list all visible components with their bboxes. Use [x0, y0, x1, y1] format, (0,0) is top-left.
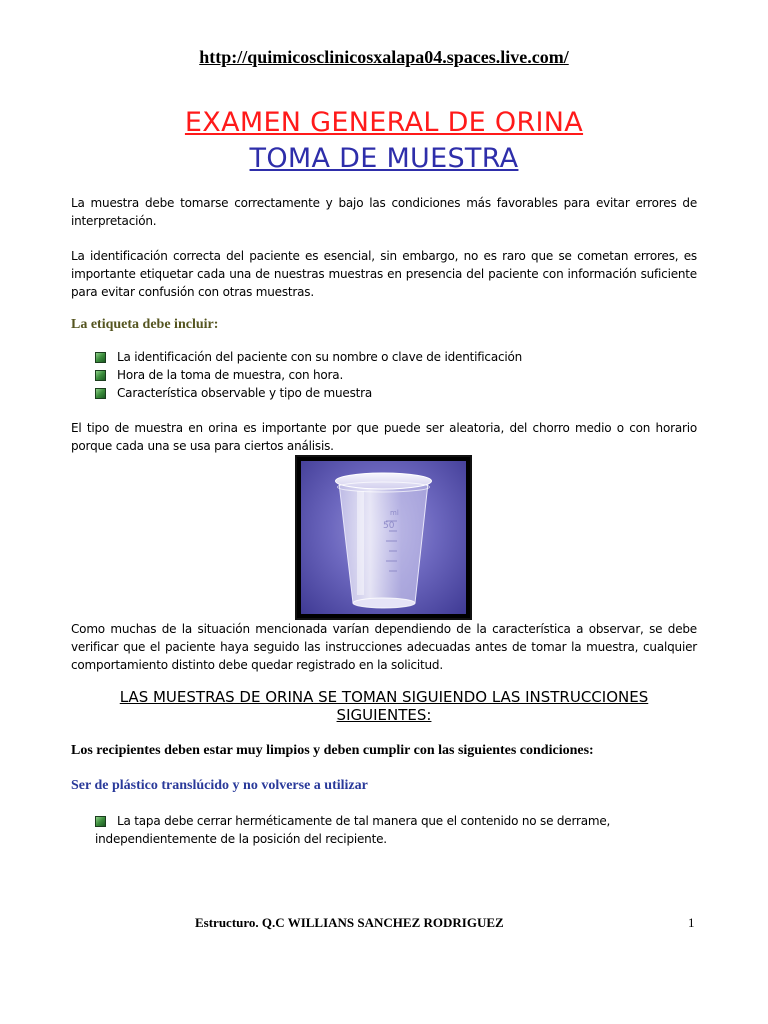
lid-requirement-item	[95, 812, 697, 848]
green-square-bullet-icon	[95, 388, 106, 399]
list-item	[95, 384, 522, 402]
list-item-text: La identificación del paciente con su nombre o clave de identificación	[117, 350, 523, 364]
label-heading: La etiqueta debe incluir:	[71, 317, 219, 332]
after-photo-paragraph: Como muchas de la situación mencionada varían dependiendo de la característica a observar, se debe verificar que el paciente haya seguido las instrucciones adecuadas antes de tomar la muestra, cualquier comportamiento distinto debe quedar registrado en la solicitud.	[71, 622, 697, 672]
intro-paragraph-1: La muestra debe tomarse correctamente y bajo las condiciones más favorables para evitar errores de interpretación.	[71, 196, 697, 228]
list-item-text: Característica observable y tipo de muestra	[117, 386, 373, 400]
intro-paragraph-2: La identificación correcta del paciente es esencial, sin embargo, no es raro que se cometan errores, es importante etiquetar cada una de nuestras muestras en presencia del paciente con información suficiente para evitar confusión con otras muestras.	[71, 249, 697, 299]
specimen-cup-photo	[295, 455, 472, 620]
source-url[interactable]: http://quimicosclinicosxalapa04.spaces.live.com/	[199, 47, 569, 67]
page-number: 1	[688, 915, 695, 930]
list-item	[95, 348, 522, 366]
instructions-heading-line-1: LAS MUESTRAS DE ORINA SE TOMAN SIGUIENDO LAS INSTRUCCIONES	[119, 688, 649, 706]
sample-type-paragraph: El tipo de muestra en orina es importante por que puede ser aleatoria, del chorro medio o con horario porque cada una se usa para ciertos análisis.	[71, 421, 697, 453]
specimen-cup-illustration	[301, 461, 466, 614]
lid-requirement-text-line-2: independientemente de la posición del recipiente.	[95, 832, 387, 846]
footer-author: Estructuro. Q.C WILLIANS SANCHEZ RODRIGUEZ	[195, 915, 504, 930]
cup-volume-mark: 50	[383, 521, 395, 531]
containers-condition: Los recipientes deben estar muy limpios y deben cumplir con las siguientes condiciones:	[71, 743, 594, 758]
cup-unit-mark: ml	[390, 509, 399, 517]
document-subtitle: TOMA DE MUESTRA	[249, 143, 519, 174]
list-item-text: Hora de la toma de muestra, con hora.	[117, 368, 344, 382]
plastic-condition: Ser de plástico translúcido y no volverse a utilizar	[71, 778, 368, 793]
list-item	[95, 366, 522, 384]
green-square-bullet-icon	[95, 352, 106, 363]
document-title: EXAMEN GENERAL DE ORINA	[184, 107, 584, 138]
green-square-bullet-icon	[95, 370, 106, 381]
label-requirements-list	[95, 348, 522, 402]
green-square-bullet-icon	[95, 816, 106, 827]
lid-requirement-text-line-1: La tapa debe cerrar herméticamente de tal manera que el contenido no se derrame,	[117, 814, 611, 828]
instructions-heading-line-2: SIGUIENTES:	[336, 706, 432, 724]
instructions-heading	[0, 688, 768, 724]
